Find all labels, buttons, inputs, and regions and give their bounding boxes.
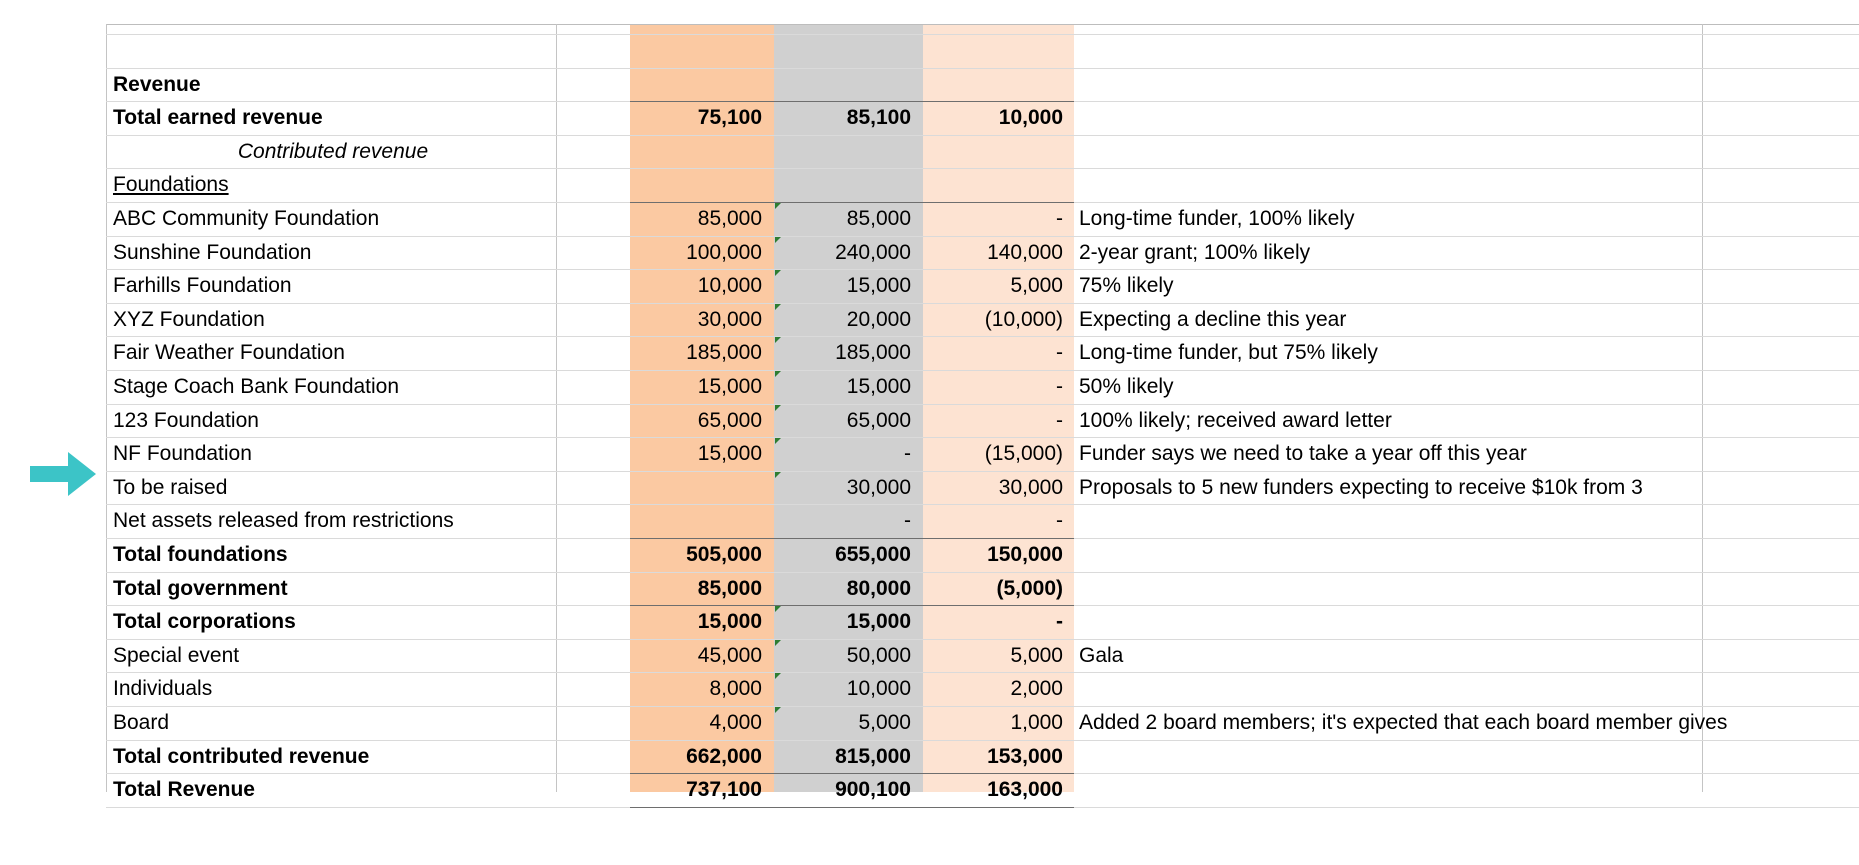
table-row-blank [0,34,1859,68]
note-cell[interactable]: Long-time funder, 100% likely [1079,207,1355,230]
current-year-value[interactable]: 662,000 [686,744,762,768]
current-year-value[interactable]: 100,000 [686,240,762,264]
row-label-text: NF Foundation [113,442,252,466]
next-year-value[interactable] [774,168,911,202]
current-year-value[interactable]: 30,000 [697,307,762,331]
note-cell[interactable]: Gala [1079,643,1124,667]
row-label[interactable] [113,370,553,404]
current-year-value[interactable]: 737,100 [686,778,762,802]
table-row-foundations [0,168,1859,202]
current-year-value[interactable] [630,135,762,169]
table-row-total-contributed-revenue [0,740,1859,774]
row-label[interactable] [113,68,553,102]
table-row-total-corporations [0,605,1859,639]
next-year-value[interactable]: 85,100 [846,106,911,130]
row-label-text: Total Revenue [113,778,255,802]
row-label[interactable] [113,504,553,538]
variance-value[interactable]: 163,000 [987,778,1063,802]
next-year-value[interactable]: 50,000 [846,643,911,667]
table-row-board [0,706,1859,740]
current-year-value[interactable]: 15,000 [697,610,762,634]
row-label[interactable] [113,471,553,505]
row-label-text: Revenue [113,72,201,96]
table-row-nf-foundation [0,437,1859,471]
variance-value[interactable] [923,168,1063,202]
table-row-individuals [0,672,1859,706]
next-year-value[interactable]: 65,000 [846,408,911,432]
row-label-text: ABC Community Foundation [113,207,380,230]
note-cell[interactable]: Proposals to 5 new funders expecting to receive $10k from 3 [1079,475,1643,499]
variance-value[interactable]: - [1056,509,1063,533]
next-year-value[interactable]: 655,000 [835,543,911,566]
note-cell[interactable]: Added 2 board members; it's expected that each board member gives [1079,711,1728,734]
row-label-text: Foundations [113,173,229,197]
note-cell[interactable]: 100% likely; received award letter [1079,408,1392,432]
current-year-value[interactable] [630,471,762,505]
current-year-value[interactable] [630,168,762,202]
table-row-contributed-revenue [0,135,1859,169]
row-label-text: Total foundations [113,543,288,566]
next-year-value[interactable]: 85,000 [846,207,911,230]
variance-value[interactable] [923,135,1063,169]
current-year-value[interactable]: 75,100 [697,106,762,130]
variance-value[interactable]: - [1056,207,1063,230]
note-cell[interactable]: 75% likely [1079,274,1174,298]
next-year-value[interactable]: 185,000 [835,341,911,365]
row-label[interactable] [113,706,553,740]
current-year-value[interactable]: 4,000 [709,711,762,734]
next-year-value[interactable]: 10,000 [846,677,911,701]
row-label-text: Farhills Foundation [113,274,292,298]
row-label-text: XYZ Foundation [113,307,265,331]
current-year-value[interactable] [630,68,762,102]
variance-value[interactable]: 1,000 [1010,711,1063,734]
current-year-value[interactable]: 185,000 [686,341,762,365]
note-cell[interactable] [1079,672,1859,706]
table-row-total-foundations [0,538,1859,572]
note-cell[interactable] [1079,740,1859,774]
next-year-value[interactable]: 5,000 [858,711,911,734]
next-year-value[interactable]: - [904,442,911,466]
row-label[interactable] [113,672,553,706]
top-border [106,24,1859,25]
next-year-value[interactable]: 900,100 [835,778,911,802]
row-label[interactable] [113,740,553,774]
row-label-text: Contributed revenue [237,139,429,163]
row-label[interactable] [113,437,553,471]
next-year-value[interactable] [774,68,911,102]
row-label[interactable] [113,135,553,169]
row-label[interactable] [113,168,553,202]
variance-value[interactable]: 150,000 [987,543,1063,566]
note-cell[interactable] [1079,538,1859,572]
current-year-value[interactable]: 15,000 [697,375,762,398]
variance-value[interactable]: - [1056,375,1063,398]
row-label[interactable] [113,639,553,673]
current-year-value[interactable]: 85,000 [697,576,762,600]
variance-value[interactable]: (15,000) [984,442,1063,466]
note-cell[interactable]: 2-year grant; 100% likely [1079,240,1311,264]
row-label-text: Fair Weather Foundation [113,341,345,365]
next-year-value[interactable] [774,135,911,169]
note-cell[interactable]: Long-time funder, but 75% likely [1079,341,1378,365]
variance-value[interactable]: (10,000) [984,307,1063,331]
note-cell[interactable]: Expecting a decline this year [1079,307,1347,331]
table-row-revenue [0,68,1859,102]
note-cell[interactable] [1079,34,1859,68]
current-year-value[interactable] [630,34,762,68]
table-row-abc-community-foundation [0,202,1859,236]
table-row-sunshine-foundation [0,236,1859,270]
row-label-text: Net assets released from restrictions [113,509,454,533]
table-row-123-foundation [0,404,1859,438]
variance-value[interactable] [923,68,1063,102]
note-cell[interactable] [1079,135,1859,169]
current-year-value[interactable]: 85,000 [697,207,762,230]
variance-value[interactable]: (5,000) [996,576,1063,600]
table-row-stage-coach-bank-foundation [0,370,1859,404]
current-year-value[interactable]: 65,000 [697,408,762,432]
variance-value[interactable]: 10,000 [998,106,1063,130]
note-cell[interactable] [1079,572,1859,606]
row-label-text: Board [113,711,170,734]
next-year-value[interactable]: 30,000 [846,475,911,499]
note-cell[interactable] [1079,504,1859,538]
table-row-total-revenue [0,773,1859,807]
row-label-text: To be raised [113,475,228,499]
next-year-value[interactable]: 815,000 [835,744,911,768]
row-label-text: Total contributed revenue [113,744,370,768]
row-label[interactable] [113,404,553,438]
row-label-text: Sunshine Foundation [113,240,312,264]
note-cell[interactable]: 50% likely [1079,375,1174,398]
variance-value[interactable] [923,34,1063,68]
row-label[interactable] [113,572,553,606]
current-year-value[interactable]: 505,000 [686,543,762,566]
row-label-text: 123 Foundation [113,408,259,432]
row-label[interactable] [113,538,553,572]
current-year-value[interactable]: 8,000 [709,677,762,701]
current-year-value[interactable]: 45,000 [697,643,762,667]
next-year-value[interactable]: 15,000 [846,610,911,634]
variance-value[interactable]: 2,000 [1010,677,1063,701]
note-cell[interactable] [1079,168,1859,202]
next-year-value[interactable]: 80,000 [846,576,911,600]
row-label[interactable] [113,101,553,135]
table-row-net-assets-released-from-restrictions [0,504,1859,538]
current-year-value[interactable] [630,504,762,538]
note-cell[interactable] [1079,101,1859,135]
note-cell[interactable]: Funder says we need to take a year off this year [1079,442,1527,466]
table-row-farhills-foundation [0,269,1859,303]
right-arrow-icon [30,452,96,496]
note-cell[interactable] [1079,68,1859,102]
variance-value[interactable]: - [1056,610,1063,634]
current-year-value[interactable]: 10,000 [697,274,762,298]
row-label[interactable] [113,236,553,270]
row-label[interactable] [113,269,553,303]
row-label[interactable] [113,202,553,236]
row-label[interactable] [113,336,553,370]
table-row-fair-weather-foundation [0,336,1859,370]
next-year-value[interactable]: 15,000 [846,375,911,398]
row-label-text: Individuals [113,677,213,701]
variance-value[interactable]: 5,000 [1010,274,1063,298]
row-label-text: Total government [113,576,288,600]
next-year-value[interactable]: - [904,509,911,533]
row-label[interactable] [113,773,553,807]
table-row-total-government [0,572,1859,606]
note-cell[interactable] [1079,605,1859,639]
row-label-text: Special event [113,643,240,667]
variance-value[interactable]: 5,000 [1010,643,1063,667]
row-label-text: Total corporations [113,610,296,634]
row-label-text: Total earned revenue [113,106,323,130]
variance-value[interactable]: 140,000 [987,240,1063,264]
variance-value[interactable]: - [1056,408,1063,432]
row-label[interactable] [113,303,553,337]
variance-value[interactable]: - [1056,341,1063,365]
next-year-value[interactable] [774,34,911,68]
table-row-xyz-foundation [0,303,1859,337]
table-row-to-be-raised [0,471,1859,505]
next-year-value[interactable]: 20,000 [846,307,911,331]
note-cell[interactable] [1079,773,1859,807]
table-row-total-earned-revenue [0,101,1859,135]
next-year-value[interactable]: 240,000 [835,240,911,264]
next-year-value[interactable]: 15,000 [846,274,911,298]
table-row-special-event [0,639,1859,673]
current-year-value[interactable]: 15,000 [697,442,762,466]
variance-value[interactable]: 153,000 [987,744,1063,768]
row-label[interactable] [113,605,553,639]
row-label[interactable] [113,34,553,68]
variance-value[interactable]: 30,000 [998,475,1063,499]
row-label-text: Stage Coach Bank Foundation [113,375,400,398]
